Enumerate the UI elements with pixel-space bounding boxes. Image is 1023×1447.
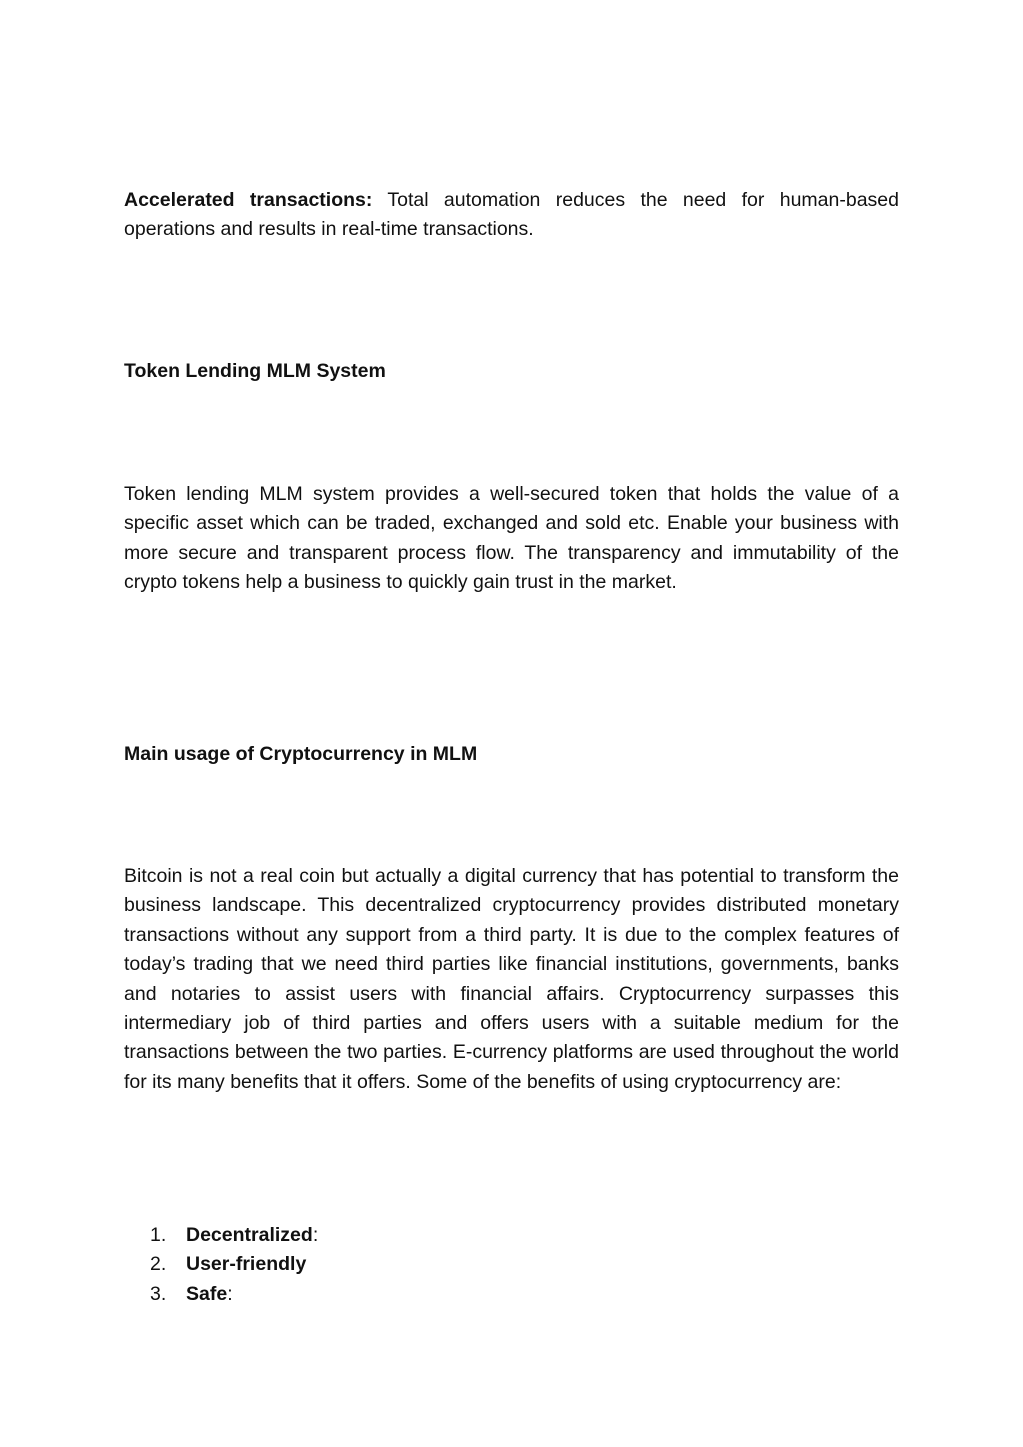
token-lending-paragraph: Token lending MLM system provides a well-secured token that holds the value of a specific asset which can be traded, exchanged and sold etc. Enable your business with more secure and transparent process flow. The transparency and immutability of the crypto tokens help a business to quickly gain trust in the market. bbox=[124, 483, 899, 594]
list-item-term: Decentralized bbox=[186, 1224, 313, 1246]
list-item-number: 3. bbox=[150, 1282, 167, 1305]
list-item bbox=[150, 1250, 850, 1279]
crypto-usage-heading: Main usage of Cryptocurrency in MLM bbox=[124, 743, 478, 765]
list-item-number: 2. bbox=[150, 1253, 167, 1276]
list-item-term: Safe bbox=[186, 1282, 228, 1305]
list-item-suffix: : bbox=[227, 1282, 233, 1305]
list-item bbox=[150, 1221, 850, 1250]
list-item bbox=[150, 1280, 850, 1309]
accelerated-transactions-paragraph bbox=[124, 186, 899, 245]
list-item-term: User-friendly bbox=[186, 1253, 307, 1276]
accelerated-transactions-label: Accelerated transactions: bbox=[124, 189, 373, 211]
token-lending-heading: Token Lending MLM System bbox=[124, 360, 386, 382]
accelerated-transactions-text: Total automation reduces the need for human-based operations and results in real-time transactions. bbox=[124, 189, 899, 241]
crypto-usage-paragraph: Bitcoin is not a real coin but actually a digital currency that has potential to transform the business landscape. This decentralized cryptocurrency provides distributed monetary transactions without any support from a third party. It is due to the complex features of today’s trading that we need third parties like financial institutions, governments, banks and notaries to assist users with financial affairs. Cryptocurrency surpasses this intermediary job of third parties and offers users with a suitable medium for the transactions between the two parties. E-currency platforms are used throughout the world for its many benefits that it offers. Some of the benefits of using cryptocurrency are: bbox=[124, 865, 899, 1093]
list-item-suffix: : bbox=[312, 1224, 319, 1246]
benefits-list bbox=[150, 1221, 850, 1309]
list-item-number: 1. bbox=[150, 1224, 167, 1246]
